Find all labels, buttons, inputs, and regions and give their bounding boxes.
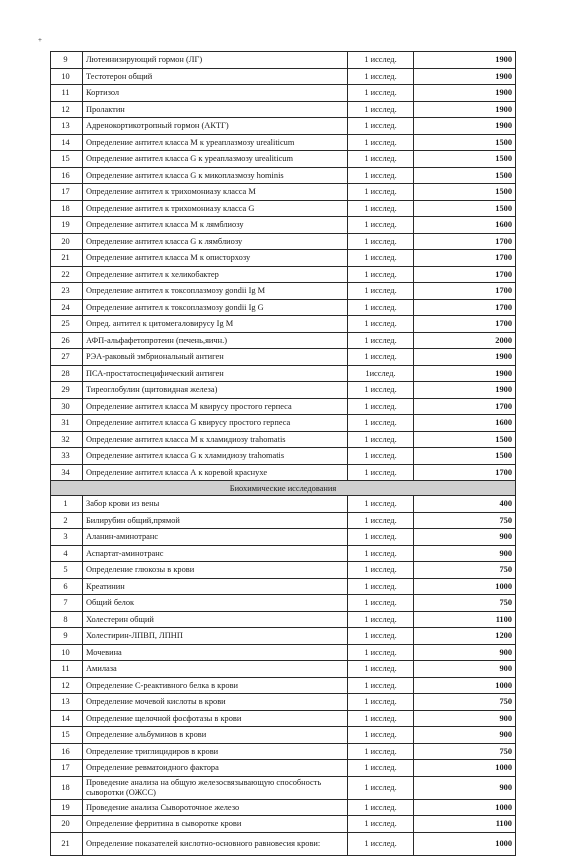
unit-label: 1 исслед. (348, 710, 414, 727)
row-number: 14 (51, 710, 83, 727)
service-name: Определение антител к токсоплазмозу gondii Ig G (83, 299, 348, 316)
service-name: Определение мочевой кислоты в крови (83, 694, 348, 711)
price-value: 1100 (414, 816, 516, 833)
price-value: 750 (414, 694, 516, 711)
price-value: 1000 (414, 799, 516, 816)
table-row (51, 398, 516, 415)
table-row (51, 578, 516, 595)
price-value: 1200 (414, 628, 516, 645)
price-value: 1700 (414, 250, 516, 267)
table-row (51, 365, 516, 382)
row-number: 19 (51, 217, 83, 234)
unit-label: 1 исслед. (348, 760, 414, 777)
row-number: 30 (51, 398, 83, 415)
price-value: 750 (414, 743, 516, 760)
service-name: Холестерин общий (83, 611, 348, 628)
unit-label: 1 исслед. (348, 250, 414, 267)
row-number: 23 (51, 283, 83, 300)
service-name: Билирубин общий,прямой (83, 512, 348, 529)
unit-label: 1 исслед. (348, 398, 414, 415)
price-value: 1700 (414, 283, 516, 300)
service-name: Определение антител класса М к хламидиозу trahomatis (83, 431, 348, 448)
row-number: 9 (51, 52, 83, 69)
price-value: 1500 (414, 151, 516, 168)
unit-label: 1 исслед. (348, 816, 414, 833)
table-row (51, 52, 516, 69)
table-row (51, 595, 516, 612)
price-table (50, 51, 516, 856)
table-row (51, 677, 516, 694)
price-value: 900 (414, 710, 516, 727)
service-name: Определение антител к трихомониазу класса G (83, 200, 348, 217)
table-row (51, 85, 516, 102)
section-title: Биохимические исследования (51, 481, 516, 496)
row-number: 9 (51, 628, 83, 645)
price-value: 1900 (414, 118, 516, 135)
table-row (51, 167, 516, 184)
price-value: 2000 (414, 332, 516, 349)
row-number: 24 (51, 299, 83, 316)
unit-label: 1 исслед. (348, 299, 414, 316)
price-value: 1500 (414, 184, 516, 201)
table-row (51, 727, 516, 744)
table-row (51, 233, 516, 250)
table-row (51, 266, 516, 283)
row-number: 3 (51, 529, 83, 546)
row-number: 13 (51, 118, 83, 135)
row-number: 17 (51, 760, 83, 777)
price-value: 1900 (414, 85, 516, 102)
unit-label: 1 исслед. (348, 545, 414, 562)
table-row (51, 118, 516, 135)
row-number: 22 (51, 266, 83, 283)
row-number: 4 (51, 545, 83, 562)
unit-label: 1 исслед. (348, 283, 414, 300)
row-number: 20 (51, 816, 83, 833)
unit-label: 1 исслед. (348, 332, 414, 349)
row-number: 8 (51, 611, 83, 628)
service-name: Определение антител к трихомониазу класса М (83, 184, 348, 201)
table-row (51, 832, 516, 855)
row-number: 7 (51, 595, 83, 612)
row-number: 10 (51, 68, 83, 85)
service-name: Аланин-аминотранс (83, 529, 348, 546)
table-row (51, 760, 516, 777)
table-row (51, 545, 516, 562)
price-value: 900 (414, 661, 516, 678)
price-value: 750 (414, 562, 516, 579)
corner-mark: + (38, 36, 42, 44)
unit-label: 1 исслед. (348, 233, 414, 250)
unit-label: 1 исслед. (348, 200, 414, 217)
table-row (51, 628, 516, 645)
unit-label: 1 исслед. (348, 694, 414, 711)
table-row (51, 134, 516, 151)
row-number: 6 (51, 578, 83, 595)
unit-label: 1 исслед. (348, 496, 414, 513)
price-value: 750 (414, 512, 516, 529)
service-name: Холестирин-ЛПВП, ЛПНП (83, 628, 348, 645)
unit-label: 1 исслед. (348, 529, 414, 546)
price-value: 1500 (414, 134, 516, 151)
unit-label: 1 исслед. (348, 743, 414, 760)
unit-label: 1 исслед. (348, 776, 414, 799)
service-name: Определение триглицидиров в крови (83, 743, 348, 760)
unit-label: 1 исслед. (348, 415, 414, 432)
service-name: Тестотерон общий (83, 68, 348, 85)
price-value: 1600 (414, 217, 516, 234)
service-name: Определение антител класса G к микоплазмозу hominis (83, 167, 348, 184)
service-name: Определение С-реактивного белка в крови (83, 677, 348, 694)
unit-label: 1 исслед. (348, 266, 414, 283)
row-number: 27 (51, 349, 83, 366)
unit-label: 1 исслед. (348, 431, 414, 448)
row-number: 17 (51, 184, 83, 201)
price-value: 900 (414, 644, 516, 661)
table-row (51, 101, 516, 118)
price-value: 900 (414, 529, 516, 546)
price-value: 1900 (414, 382, 516, 399)
price-value: 1900 (414, 68, 516, 85)
row-number: 29 (51, 382, 83, 399)
row-number: 32 (51, 431, 83, 448)
row-number: 18 (51, 776, 83, 799)
service-name: Проведение анализа Сывороточное железо (83, 799, 348, 816)
service-name: Мочевина (83, 644, 348, 661)
row-number: 5 (51, 562, 83, 579)
unit-label: 1 исслед. (348, 512, 414, 529)
price-value: 1000 (414, 578, 516, 595)
row-number: 20 (51, 233, 83, 250)
row-number: 16 (51, 743, 83, 760)
table-row (51, 529, 516, 546)
row-number: 31 (51, 415, 83, 432)
price-value: 1900 (414, 365, 516, 382)
table-row (51, 816, 516, 833)
service-name: Определение альбуминов в крови (83, 727, 348, 744)
row-number: 21 (51, 832, 83, 855)
unit-label: 1 исслед. (348, 316, 414, 333)
service-name: Определение антител класса G к лямблиозу (83, 233, 348, 250)
service-name: Пролактин (83, 101, 348, 118)
unit-label: 1 исслед. (348, 644, 414, 661)
row-number: 25 (51, 316, 83, 333)
unit-label: 1 исслед. (348, 595, 414, 612)
row-number: 15 (51, 151, 83, 168)
service-name: Определение антител класса М к уреаплазмозу urealiticum (83, 134, 348, 151)
row-number: 14 (51, 134, 83, 151)
row-number: 33 (51, 448, 83, 465)
table-row (51, 431, 516, 448)
price-value: 1700 (414, 233, 516, 250)
service-name: Определение антител класса М квирусу простого герпеса (83, 398, 348, 415)
unit-label: 1 исслед. (348, 727, 414, 744)
price-value: 1600 (414, 415, 516, 432)
price-value: 1900 (414, 349, 516, 366)
row-number: 10 (51, 644, 83, 661)
unit-label: 1 исслед. (348, 628, 414, 645)
table-row (51, 512, 516, 529)
row-number: 28 (51, 365, 83, 382)
service-name: Креатинин (83, 578, 348, 595)
price-value: 1700 (414, 398, 516, 415)
price-value: 1900 (414, 52, 516, 69)
unit-label: 1 исслед. (348, 184, 414, 201)
service-name: Определение ферритина в сыворотке крови (83, 816, 348, 833)
table-row (51, 415, 516, 432)
unit-label: 1 исслед. (348, 677, 414, 694)
service-name: Определение антител класса М к лямблиозу (83, 217, 348, 234)
table-row (51, 611, 516, 628)
unit-label: 1 исслед. (348, 85, 414, 102)
unit-label: 1 исслед. (348, 349, 414, 366)
table-row (51, 200, 516, 217)
table-row (51, 799, 516, 816)
price-table-body (51, 52, 516, 856)
service-name: АФП-альфафетопротеин (печень,яичн.) (83, 332, 348, 349)
unit-label: 1 исслед. (348, 611, 414, 628)
service-name: Определение показателей кислотно-основного равновесия крови: (83, 832, 348, 855)
row-number: 19 (51, 799, 83, 816)
section-header-row (51, 481, 516, 496)
row-number: 12 (51, 101, 83, 118)
table-row (51, 710, 516, 727)
service-name: Общий белок (83, 595, 348, 612)
table-row (51, 743, 516, 760)
price-value: 1000 (414, 760, 516, 777)
price-value: 900 (414, 545, 516, 562)
row-number: 21 (51, 250, 83, 267)
unit-label: 1 исслед. (348, 52, 414, 69)
table-row (51, 448, 516, 465)
table-row (51, 349, 516, 366)
unit-label: 1 исслед. (348, 464, 414, 481)
row-number: 1 (51, 496, 83, 513)
price-value: 1500 (414, 200, 516, 217)
row-number: 12 (51, 677, 83, 694)
table-row (51, 299, 516, 316)
price-value: 1500 (414, 167, 516, 184)
service-name: РЭА-раковый эмбриональный антиген (83, 349, 348, 366)
service-name: Кортизол (83, 85, 348, 102)
row-number: 34 (51, 464, 83, 481)
row-number: 2 (51, 512, 83, 529)
price-value: 900 (414, 776, 516, 799)
price-value: 1000 (414, 832, 516, 855)
unit-label: 1 исслед. (348, 167, 414, 184)
row-number: 16 (51, 167, 83, 184)
table-row (51, 562, 516, 579)
table-row (51, 316, 516, 333)
price-value: 1700 (414, 266, 516, 283)
service-name: ПСА-простатоспецифический антиген (83, 365, 348, 382)
row-number: 13 (51, 694, 83, 711)
service-name: Проведение анализа на общую железосвязывающую способность сыворотки (ОЖСС) (83, 776, 348, 799)
service-name: Определение антител класса М к описторхозу (83, 250, 348, 267)
table-row (51, 644, 516, 661)
unit-label: 1 исслед. (348, 68, 414, 85)
row-number: 15 (51, 727, 83, 744)
service-name: Определение щелочной фосфотазы в крови (83, 710, 348, 727)
table-row (51, 184, 516, 201)
price-value: 900 (414, 727, 516, 744)
service-name: Аспартат-аминотранс (83, 545, 348, 562)
service-name: Определение антител к токсоплазмозу gondii Ig M (83, 283, 348, 300)
price-value: 400 (414, 496, 516, 513)
price-value: 1000 (414, 677, 516, 694)
service-name: Забор крови из вены (83, 496, 348, 513)
table-row (51, 151, 516, 168)
table-row (51, 283, 516, 300)
table-row (51, 68, 516, 85)
price-value: 750 (414, 595, 516, 612)
unit-label: 1 исслед. (348, 217, 414, 234)
table-row (51, 382, 516, 399)
table-row (51, 776, 516, 799)
price-value: 1900 (414, 101, 516, 118)
service-name: Адренокортикотропный гормон (АКТГ) (83, 118, 348, 135)
unit-label: 1 исслед. (348, 832, 414, 855)
table-row (51, 332, 516, 349)
price-value: 1700 (414, 464, 516, 481)
table-row (51, 464, 516, 481)
unit-label: 1 исслед. (348, 799, 414, 816)
service-name: Определение антител класса А к коревой краснухе (83, 464, 348, 481)
service-name: Амилаза (83, 661, 348, 678)
service-name: Определение антител класса G квирусу простого герпеса (83, 415, 348, 432)
price-value: 1700 (414, 299, 516, 316)
service-name: Определение антител класса G к хламидиозу trahomatis (83, 448, 348, 465)
table-row (51, 250, 516, 267)
unit-label: 1 исслед. (348, 562, 414, 579)
unit-label: 1 исслед. (348, 578, 414, 595)
unit-label: 1 исслед. (348, 134, 414, 151)
unit-label: 1 исслед. (348, 448, 414, 465)
service-name: Лютеинизирующий гормон (ЛГ) (83, 52, 348, 69)
unit-label: 1 исслед. (348, 661, 414, 678)
unit-label: 1 исслед. (348, 101, 414, 118)
unit-label: 1 исслед. (348, 151, 414, 168)
service-name: Определение ревматоидного фактора (83, 760, 348, 777)
unit-label: 1 исслед. (348, 382, 414, 399)
service-name: Опред. антител к цитомегаловирусу Ig M (83, 316, 348, 333)
table-row (51, 661, 516, 678)
price-value: 1100 (414, 611, 516, 628)
table-row (51, 217, 516, 234)
unit-label: 1исслед. (348, 365, 414, 382)
unit-label: 1 исслед. (348, 118, 414, 135)
table-row (51, 694, 516, 711)
service-name: Определение антител к хеликобактер (83, 266, 348, 283)
table-row (51, 496, 516, 513)
row-number: 18 (51, 200, 83, 217)
row-number: 26 (51, 332, 83, 349)
row-number: 11 (51, 661, 83, 678)
price-value: 1700 (414, 316, 516, 333)
price-value: 1500 (414, 448, 516, 465)
service-name: Определение антител класса G к уреаплазмозу urealiticum (83, 151, 348, 168)
service-name: Тиреоглобулин (щитовидная железа) (83, 382, 348, 399)
price-value: 1500 (414, 431, 516, 448)
row-number: 11 (51, 85, 83, 102)
service-name: Определение глюкозы в крови (83, 562, 348, 579)
